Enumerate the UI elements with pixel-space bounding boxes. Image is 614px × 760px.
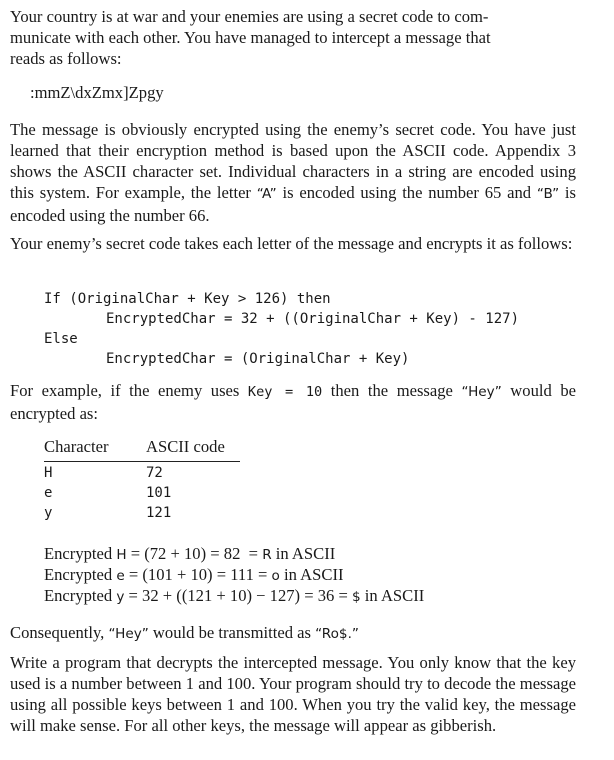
table-cell-code: 72 bbox=[146, 465, 163, 481]
encrypted-tail: in ASCII bbox=[271, 544, 336, 563]
table-header-character: Character bbox=[44, 437, 109, 456]
encrypted-line-h bbox=[44, 543, 335, 566]
task-paragraph: Write a program that decrypts the intercepted message. You only know that the key used is a number between 1 and 100. Your program should try to decode the message using all possible keys between 1 and 100. When you try the valid key, the message will make sense. For all other keys, the message will appear as gibberish. bbox=[10, 653, 576, 735]
code-line-else-body: EncryptedChar = (OriginalChar + Key) bbox=[106, 351, 410, 367]
example-key: Key = 10 bbox=[247, 384, 323, 400]
encrypted-tail: in ASCII bbox=[279, 565, 344, 584]
example-text-3: would be encrypted as: bbox=[10, 381, 576, 423]
encrypted-line-y bbox=[44, 585, 424, 608]
explanation-paragraph bbox=[10, 119, 576, 226]
encrypted-formula: = 32 + ((121 + 10) − 127) = 36 = bbox=[124, 586, 352, 605]
encrypted-lead: Encrypted bbox=[44, 544, 117, 563]
table-cell-char: y bbox=[44, 505, 53, 521]
consequently-ros: “Ro$.” bbox=[315, 626, 359, 642]
letter-a: “A” bbox=[256, 186, 277, 202]
encrypted-char: y bbox=[116, 589, 125, 605]
table-cell-code: 101 bbox=[146, 485, 172, 501]
example-paragraph bbox=[10, 380, 576, 424]
explanation-part-3: is encoded using the number 66. bbox=[10, 183, 577, 225]
encrypted-char: e bbox=[116, 568, 125, 584]
encrypted-result: o bbox=[271, 568, 280, 584]
code-line-else: Else bbox=[44, 331, 78, 347]
consequently-text-2: would be transmitted as bbox=[148, 623, 316, 642]
intercepted-message: :mmZ\dxZmx]Zpgy bbox=[30, 83, 164, 102]
intro-line-3: reads as follows: bbox=[10, 49, 122, 68]
encrypted-line-e bbox=[44, 564, 344, 587]
intro-line-1: Your country is at war and your enemies are using a secret code to com- bbox=[10, 7, 489, 26]
code-line-then: EncryptedChar = 32 + ((OriginalChar + Key) - 127) bbox=[106, 311, 520, 327]
encrypted-lead: Encrypted bbox=[44, 586, 117, 605]
secret-code-intro: Your enemy’s secret code takes each letter of the message and encrypts it as follows: bbox=[10, 234, 573, 253]
encrypted-formula: = (101 + 10) = 111 = bbox=[124, 565, 272, 584]
code-line-if: If (OriginalChar + Key > 126) then bbox=[44, 291, 331, 307]
encrypted-lead: Encrypted bbox=[44, 565, 117, 584]
encrypted-result: $ bbox=[352, 589, 361, 605]
table-cell-char: e bbox=[44, 485, 53, 501]
encrypted-result: R bbox=[262, 547, 272, 563]
table-rule bbox=[44, 461, 240, 462]
consequently-line bbox=[10, 622, 359, 645]
explanation-part-1: The message is obviously encrypted using the enemy’s secret code. You have just learned that their encryption method is based upon the ASCII code. Appendix 3 shows the ASCII character set. Individual characters in a string are encoded using this system. For example, the letter bbox=[10, 120, 576, 202]
example-text-2: then the message bbox=[322, 381, 462, 400]
encrypted-tail: in ASCII bbox=[360, 586, 425, 605]
explanation-part-2: is encoded using the number 65 and bbox=[276, 183, 537, 202]
consequently-hey: “Hey” bbox=[108, 626, 149, 642]
example-text-1: For example, if the enemy uses bbox=[10, 381, 248, 400]
encrypted-formula: = (72 + 10) = 82 = bbox=[126, 544, 263, 563]
encrypted-char: H bbox=[116, 547, 127, 563]
table-cell-code: 121 bbox=[146, 505, 172, 521]
example-hey: “Hey” bbox=[461, 384, 502, 400]
table-header-ascii-code: ASCII code bbox=[146, 437, 225, 456]
consequently-text-1: Consequently, bbox=[10, 623, 109, 642]
table-cell-char: H bbox=[44, 465, 53, 481]
letter-b: “B” bbox=[536, 186, 560, 202]
intro-line-2: municate with each other. You have managed to intercept a message that bbox=[10, 28, 491, 47]
